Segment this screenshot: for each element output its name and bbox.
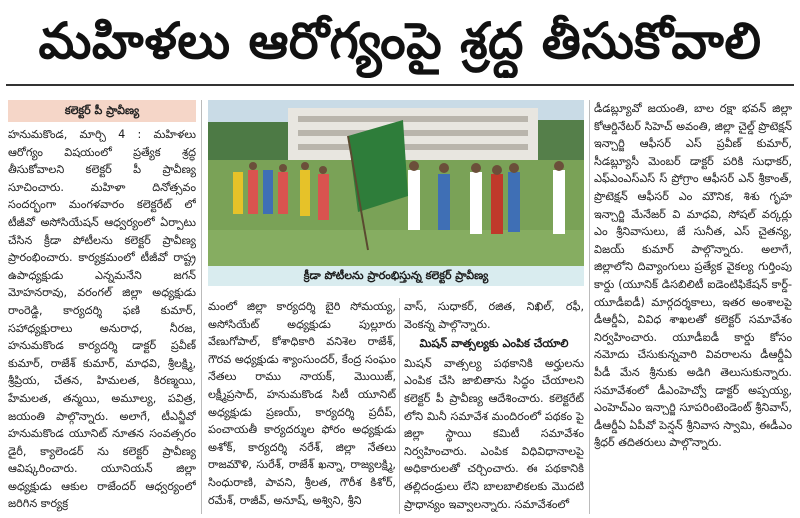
- article-column-3: [404, 298, 584, 514]
- headline-rule: [6, 84, 794, 86]
- column-3-text: వాస్, సుధాకర్, రజిత, నిఖిల్, రఫీ, వెంకన్న పాల్గొన్నారు.: [404, 300, 584, 331]
- column-1-text: హనుమకొండ, మార్చి 4 : మహిళలు ఆరోగ్యం విషయంలో ప్రత్యేక శ్రద్ధ తీసుకోవాలని కలెక్టర్ పీ ప్రావీణ్య సూచించారు. మహిళా దినోత్సవం సందర్భంగా మంగళవారం కలెక్టరేట్ లో టీజీవో అసోసియేషన్ ఆధ్వర్యంలో ఏర్పాటు చేసిన క్రీడా పోటీలను కలెక్టర్ ప్రావీణ్య ప్రారంభించారు. కార్యక్రమంలో టీజీవో రాష్ట్ర ఉపాధ్యక్షుడు ఎన్నమనేని జగన్ మోహనరావు, వరంగల్ జిల్లా అధ్యక్షుడు రాంరెడ్డి, కార్యదర్శి ఫణి కుమార్, సహాధ్యక్షురాలు అనురాధ, నీరజ, హనుమకొండ కార్యదర్శి డాక్టర్ ప్రవీణ్ కుమార్, రాజేశ్ కుమార్, మాధవి, శ్రీలక్ష్మి, శ్రీప్రియ, చేతన, హిమలత, కిరణ్మయి, హేమలత, తన్మయి, అమూల్య, పవిత్ర, జయంతి పాల్గొన్నారు. అలాగే, టీఎన్జీవో హనుమకొండ యూనిట్ నూతన సంవత్సరం డైరీ, క్యాలెండర్ ను కలెక్టర్ ప్రావీణ్య ఆవిష్కరించారు. యూనియన్ జిల్లా అధ్యక్షుడు ఆకుల రాజేందర్ ఆధ్వర్యంలో జరిగిన కార్యక్ర: [8, 128, 196, 511]
- byline-box: కలెక్టర్ పీ ప్రావీణ్య: [8, 100, 196, 122]
- article-column-4: [594, 100, 792, 514]
- column-4-text: డీడబ్ల్యూవో జయంతి, బాల రక్షా భవన్ జిల్లా కోఆర్డినేటర్ సిహెచ్ అవంతి, జిల్లా చైల్డ్ ప్రొటెక్షన్ ఇన్చార్జి ఆఫీసర్ ఎస్ ప్రవీణ్ కుమార్, సీడబ్ల్యూసీ మెంబర్ డాక్టర్ పరికి సుధాకర్, ఎఫ్ఎంఎస్ఎస్ స్ ప్రోగ్రాం ఆఫీసర్ ఎన్ శ్రీకాంత్, ప్రొటెక్షన్ ఆఫీసర్ ఎం మౌనిక, శిశు గృహ ఇన్చార్జి మేనేజర్ వి మాధవి, సోషల్ వర్కర్లు ఎం శ్రీనివాసులు, జే సునీత, ఎస్ చైతన్య, విజయ్ కుమార్ పాల్గొన్నారు. అలాగే, జిల్లాలోని దివ్యాంగులు ప్రత్యేక వైకల్య గుర్తింపు కార్డు (యూనిక్ డిసబిలిటీ ఐడెంటిఫికేషన్ కార్డ్-యూడీఐడీ) మార్గదర్శకాలు, ఇతర అంశాలపై డీఆర్డీఏ, వివిధ శాఖలతో కలెక్టర్ సమావేశం నిర్వహించారు. యూడీఐడీ కార్డు కోసం నమోదు చేసుకున్నవారి వివరాలను డీఆర్డీఏ పీడీ మేన శ్రీనుకు అడిగి తెలుసుకున్నారు. సమావేశంలో డీఎంహెచ్వో డాక్టర్ అప్పయ్య, ఎంహెచ్ఎం ఇన్చార్జి సూపరింటెండెంట్ శ్రీనివాస్, డీఆర్డీఏ ఏపీవో పెన్షన్ శ్రీనివాస స్వామి, ఈడీఎం శ్రీధర్ తదితరులు పాల్గొన్నారు.: [594, 102, 792, 450]
- column-2-text: మంలో జిల్లా కార్యదర్శి బైరి సోమయ్య, అసోసియేట్ అధ్యక్షుడు పుల్లూరు వేణుగోపాల్, కోశాధికారి వనిశెల రాజేశ్, గౌరవ అధ్యక్షుడు శ్యాంసుందర్, కేంద్ర సంఘం నేతలు రాము నాయక్, మొయిజ్, లక్ష్మీప్రసాద్, హనుమకొండ సిటీ యూనిట్ అధ్యక్షుడు ప్రణయ్, కార్యదర్శి ప్రదీప్, పంచాయతీ కార్యదర్శుల ఫోరం అధ్యక్షుడు అశోక్, కార్యదర్శి నరేశ్, జిల్లా నేతలు రాజమౌళి, సురేశ్, రాజేశ్ ఖన్నా, రాజ్యలక్ష్మి, సింధురాణి, పావని, శ్రీలత, గౌరీశ కిశోర్, రమేశ్, రాజీవ్, అనూష్, అశ్విని, శ్రీని: [208, 300, 396, 507]
- news-photo: [208, 100, 584, 266]
- news-photo-illustration: [208, 100, 584, 266]
- column-divider: [201, 100, 202, 514]
- article-column-1: [8, 126, 196, 514]
- photo-caption: క్రీడా పోటీలను ప్రారంభిస్తున్న కలెక్టర్ ప్రావీణ్య: [208, 266, 584, 286]
- column-3-subheading: మిషన్ వాత్సల్యకు ఎంపిక చేయాలి: [419, 337, 569, 351]
- column-divider: [589, 100, 590, 514]
- column-divider: [399, 298, 400, 514]
- article-column-2: [208, 298, 396, 514]
- column-3-text-2: మిషన్ వాత్సల్య పథకానికి అర్హులను ఎంపిక చేసి జాబితాను సిద్ధం చేయాలని కలెక్టర్ పీ ప్రావీణ్య ఆదేశించారు. కలెక్టరేట్ లోని మినీ సమావేశ మందిరంలో పథకం పై జిల్లా స్థాయి కమిటీ సమావేశం నిర్వహించారు. ఎంపిక విధివిధానాలపై అధికారులతో చర్చించారు. ఈ పథకానికి తల్లిదండ్రులు లేని బాలబాలికలకు మొదటి ప్రాధాన్యం ఇవ్వాలన్నారు. సమావేశంలో: [404, 356, 584, 511]
- headline: మహిళలు ఆరోగ్యంపై శ్రద్ధ తీసుకోవాలి: [38, 12, 762, 70]
